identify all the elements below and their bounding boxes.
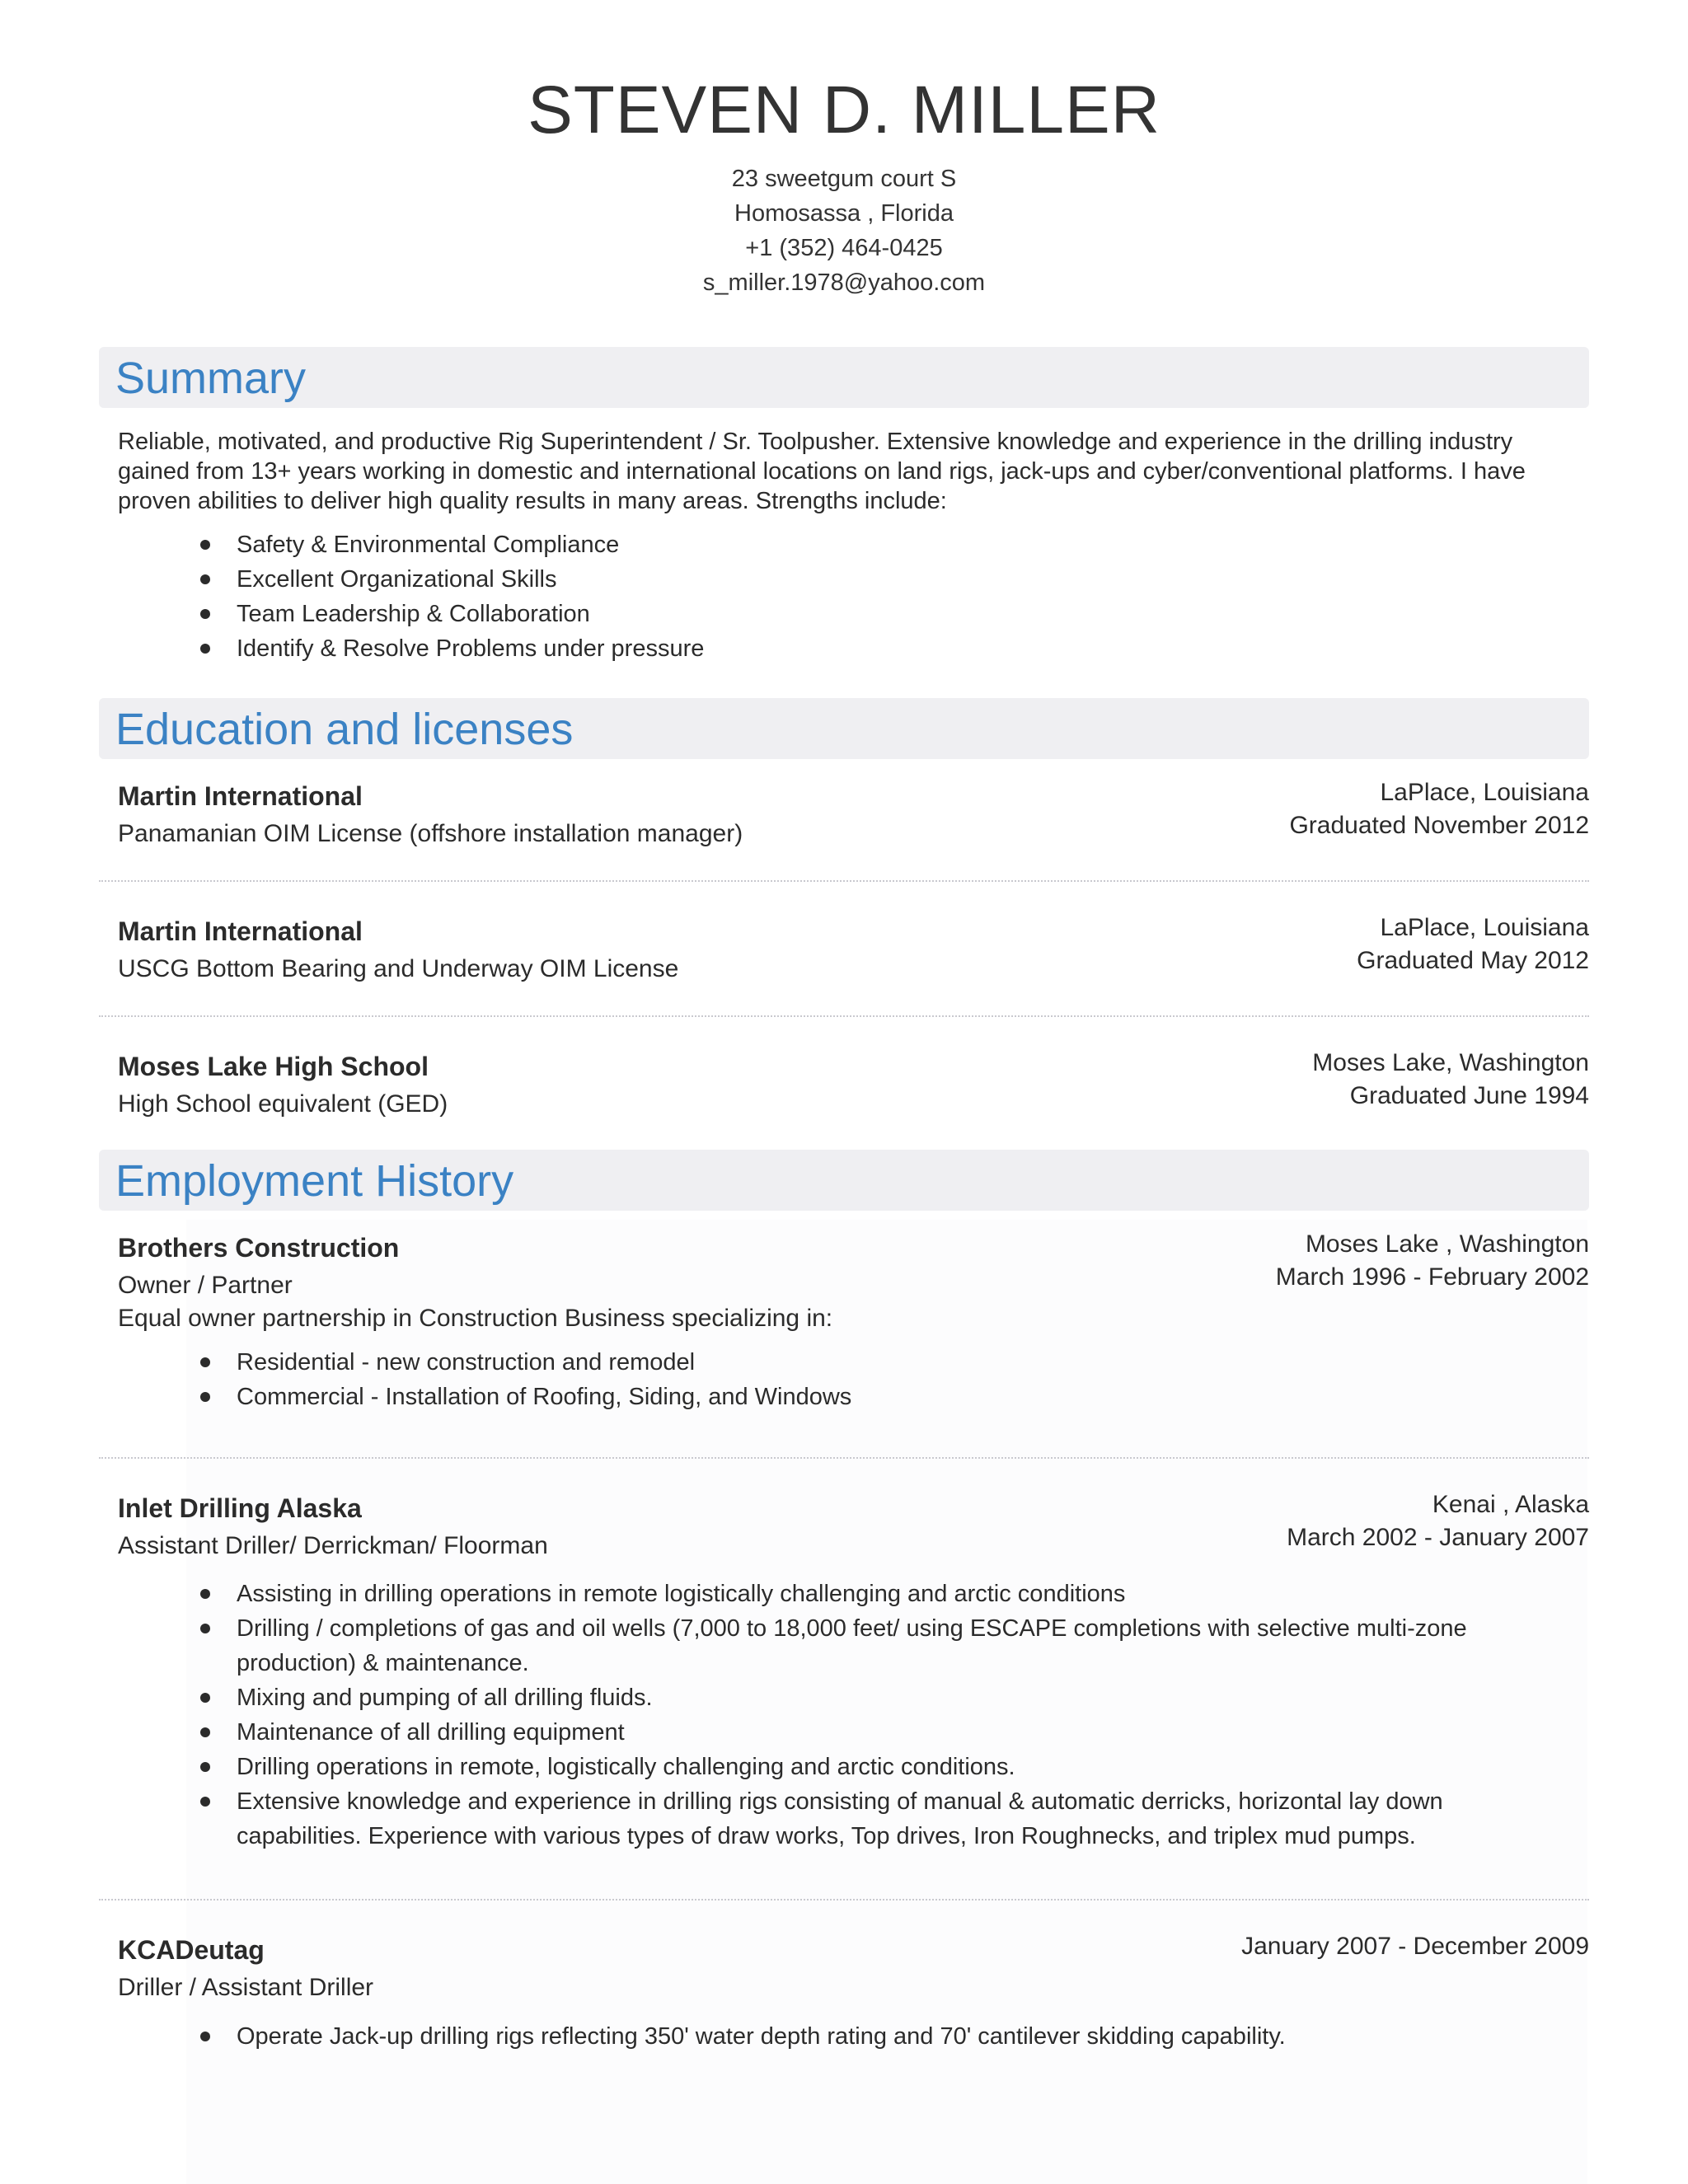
location: LaPlace, Louisiana [1380, 914, 1589, 941]
summary-title: Summary [115, 354, 307, 403]
list-item: Drilling operations in remote, logistically challenging and arctic conditions. [200, 1750, 1519, 1784]
divider [99, 1899, 1589, 1900]
phone-number: +1 (352) 464-0425 [745, 235, 943, 261]
company-name: KCADeutag [118, 1935, 265, 1965]
list-item: Identify & Resolve Problems under pressure [200, 631, 704, 666]
school-name: Martin International [118, 781, 363, 811]
list-item: Team Leadership & Collaboration [200, 597, 704, 631]
job-entry [118, 1492, 1589, 1563]
education-title: Education and licenses [115, 705, 574, 754]
dates: March 2002 - January 2007 [1287, 1524, 1589, 1551]
job-duties-list [200, 2019, 1286, 2054]
date: Graduated May 2012 [1357, 947, 1589, 974]
employment-section-header [99, 1150, 1589, 1211]
divider [99, 880, 1589, 882]
address-line-1: 23 sweetgum court S [731, 166, 957, 192]
list-item: Extensive knowledge and experience in drilling rigs consisting of manual & automatic derricks, horizontal lay down capabilities. Experience with various types of draw works, Top drives, Iron Roughnecks, and triplex mud pumps. [200, 1784, 1519, 1854]
location: LaPlace, Louisiana [1380, 779, 1589, 806]
credential: Panamanian OIM License (offshore installation manager) [118, 820, 743, 847]
email-address: s_miller.1978@yahoo.com [702, 269, 986, 296]
entry-meta [1276, 1228, 1589, 1294]
job-entry [118, 1231, 1589, 1335]
list-item: Drilling / completions of gas and oil wells (7,000 to 18,000 feet/ using ESCAPE completions with selective multi-zone production) & maintenance. [200, 1611, 1519, 1680]
list-item: Operate Jack-up drilling rigs reflecting 350' water depth rating and 70' cantilever skidding capability. [200, 2019, 1286, 2054]
school-name: Moses Lake High School [118, 1052, 429, 1081]
education-entry [118, 915, 1589, 986]
summary-section-header [99, 347, 1589, 408]
company-name: Brothers Construction [118, 1233, 400, 1263]
job-duties-list [200, 1577, 1519, 1854]
list-item: Assisting in drilling operations in remote logistically challenging and arctic conditions [200, 1577, 1519, 1611]
entry-meta [1289, 776, 1589, 842]
employment-title: Employment History [115, 1156, 514, 1206]
credential: High School equivalent (GED) [118, 1090, 448, 1118]
strengths-list [200, 527, 704, 666]
job-description: Equal owner partnership in Construction Business specializing in: [118, 1305, 833, 1332]
job-role: Assistant Driller/ Derrickman/ Floorman [118, 1532, 548, 1559]
date: Graduated June 1994 [1349, 1082, 1589, 1109]
candidate-name: STEVEN D. MILLER [528, 73, 1160, 148]
job-entry [118, 1933, 1589, 2004]
resume-header [0, 68, 1688, 300]
list-item: Maintenance of all drilling equipment [200, 1715, 1519, 1750]
job-role: Driller / Assistant Driller [118, 1974, 374, 2001]
entry-meta [1357, 912, 1589, 977]
list-item: Mixing and pumping of all drilling fluids. [200, 1680, 1519, 1715]
location: Kenai , Alaska [1432, 1491, 1589, 1518]
location: Moses Lake, Washington [1312, 1049, 1589, 1076]
list-item: Safety & Environmental Compliance [200, 527, 704, 562]
dates: March 1996 - February 2002 [1275, 1263, 1589, 1291]
job-duties-list [200, 1345, 851, 1414]
education-section-header [99, 698, 1589, 759]
list-item: Residential - new construction and remodel [200, 1345, 851, 1380]
divider [99, 1457, 1589, 1459]
entry-meta [1287, 1488, 1589, 1554]
school-name: Martin International [118, 916, 363, 946]
credential: USCG Bottom Bearing and Underway OIM License [118, 955, 679, 982]
entry-meta [1312, 1047, 1589, 1113]
education-entry [118, 1050, 1589, 1121]
entry-meta [1241, 1930, 1589, 1963]
job-role: Owner / Partner [118, 1272, 293, 1299]
list-item: Commercial - Installation of Roofing, Siding, and Windows [200, 1380, 851, 1414]
date: Graduated November 2012 [1289, 812, 1589, 839]
dates: January 2007 - December 2009 [1241, 1933, 1589, 1960]
education-entry [118, 780, 1589, 851]
company-name: Inlet Drilling Alaska [118, 1493, 362, 1523]
summary-text: Reliable, motivated, and productive Rig Superintendent / Sr. Toolpusher. Extensive knowledge and experience in the drilling industry gained from 13+ years working in domestic and international locations on land rigs, jack-ups and cyber/conventional platforms. I have proven abilities to deliver high quality results in many areas. Strengths include: [118, 429, 1526, 514]
address-line-2: Homosassa , Florida [734, 200, 954, 227]
list-item: Excellent Organizational Skills [200, 562, 704, 597]
divider [99, 1015, 1589, 1017]
location: Moses Lake , Washington [1305, 1230, 1589, 1258]
